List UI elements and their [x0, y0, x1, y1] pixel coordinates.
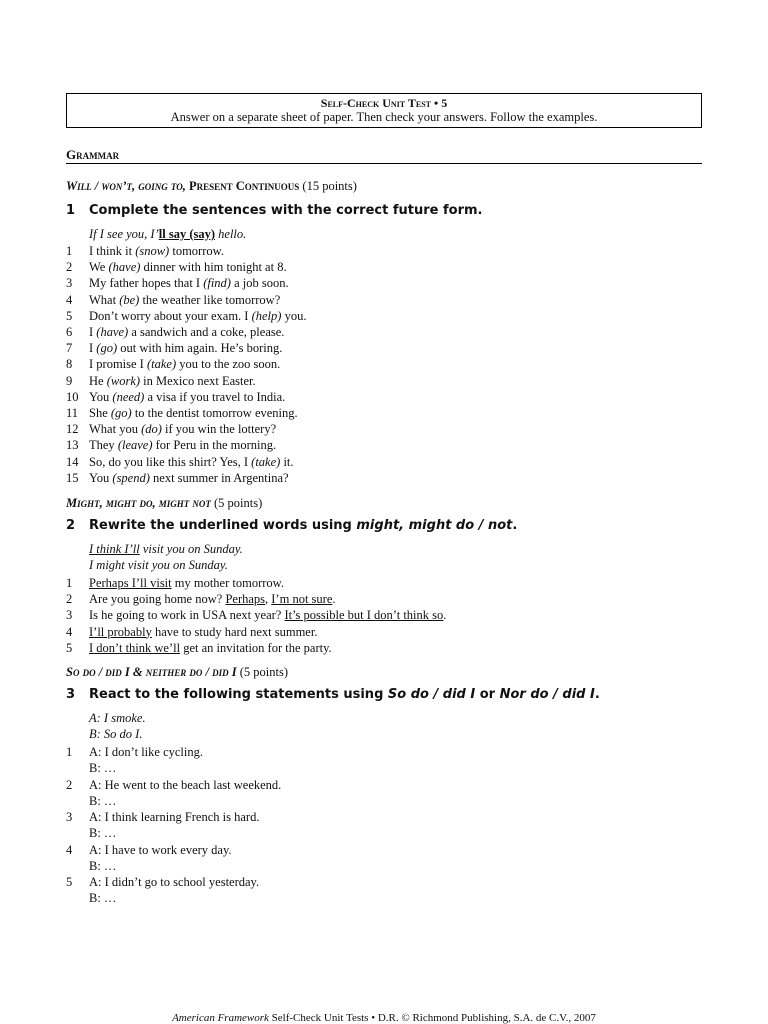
statement-a: A: I think learning French is hard.	[89, 810, 260, 825]
response-b: B: …	[89, 761, 117, 775]
list-item	[66, 437, 276, 453]
item-text: So, do you like this shirt? Yes, I	[89, 454, 252, 469]
item-text: the weather like tomorrow?	[139, 292, 281, 307]
item-text: out with him again. He’s boring.	[117, 341, 283, 356]
underlined-phrase: I’ll probably	[89, 624, 152, 639]
item-number: 2	[66, 777, 73, 792]
item-text: Are you going home now?	[89, 592, 226, 607]
item-text: a sandwich and a coke, please.	[128, 325, 285, 339]
statement-a: A: I have to work every day.	[89, 842, 232, 857]
list-item	[66, 389, 285, 405]
item-number: 5	[66, 875, 73, 890]
item-text: Don’t worry about your exam. I	[89, 308, 252, 323]
item-verb: (snow)	[135, 244, 170, 258]
item-number: 10	[66, 389, 79, 404]
item-verb: (do)	[141, 422, 162, 437]
list-item	[66, 744, 203, 760]
item-number: 14	[66, 454, 79, 469]
item-verb: (go)	[96, 341, 118, 356]
item-verb: (go)	[110, 406, 132, 420]
underlined-phrase: Perhaps I’ll visit	[89, 576, 172, 590]
list-item	[66, 324, 284, 340]
item-number: 2	[66, 592, 73, 607]
list-item	[66, 356, 280, 372]
underlined-phrase: I’m not sure	[271, 592, 333, 607]
item-verb: (work)	[106, 373, 141, 388]
item-text: He	[89, 373, 107, 388]
item-verb: (take)	[146, 357, 177, 372]
list-item	[66, 624, 317, 640]
underlined-phrase: It’s possible but I don’t think so	[284, 608, 444, 623]
part2-heading: Might, might do, might not (5 points)	[66, 496, 263, 510]
response-line	[89, 858, 116, 874]
item-verb: (spend)	[112, 470, 150, 485]
item-verb: (find)	[203, 276, 231, 291]
item-text: for Peru in the morning.	[152, 438, 277, 453]
item-text: a job soon.	[230, 276, 289, 291]
item-number: 3	[66, 810, 73, 825]
item-text: get an invitation for the party.	[180, 640, 332, 655]
list-item	[66, 421, 276, 437]
item-text: I	[89, 325, 97, 339]
part2-example-1: I think I’ll visit you on Sunday.	[89, 542, 243, 556]
item-verb: (need)	[112, 389, 145, 404]
part3-heading: So do / did I & neither do / did I (5 points)	[66, 665, 288, 679]
item-text: My father hopes that I	[89, 276, 204, 291]
item-verb: (be)	[119, 292, 140, 307]
item-text: to the dentist tomorrow evening.	[131, 406, 298, 420]
list-item	[66, 640, 332, 656]
list-item	[66, 243, 224, 259]
item-text: in Mexico next Easter.	[140, 373, 256, 388]
item-verb: (help)	[251, 308, 282, 323]
item-text: .	[443, 608, 447, 623]
item-number: 1	[66, 745, 73, 759]
statement-a: A: He went to the beach last weekend.	[89, 777, 282, 792]
item-text: a visa if you travel to India.	[144, 389, 286, 404]
item-text: ,	[265, 592, 272, 607]
item-text: You	[89, 470, 113, 485]
part1-heading: Will / won’t, going to, Present Continuous (15 points)	[66, 179, 357, 193]
item-text: What you	[89, 422, 142, 437]
item-number: 5	[66, 640, 73, 655]
list-item	[66, 373, 256, 389]
response-line	[89, 793, 116, 809]
item-verb: (leave)	[117, 438, 153, 453]
list-item	[66, 874, 259, 890]
item-text: .	[332, 592, 336, 607]
item-number: 6	[66, 325, 73, 339]
list-item	[66, 607, 446, 623]
part1-example: If I see you, I’ll say (say) hello.	[89, 227, 247, 241]
part3-example-b: B: So do I.	[89, 727, 143, 741]
item-text: you to the zoo soon.	[176, 357, 281, 372]
item-text: have to study hard next summer.	[151, 624, 318, 639]
item-number: 1	[66, 576, 73, 590]
list-item	[66, 809, 259, 825]
item-number: 2	[66, 260, 73, 275]
part2-example-2: I might visit you on Sunday.	[89, 558, 228, 572]
list-item	[66, 842, 232, 858]
item-text: She	[89, 406, 111, 420]
test-header-box	[66, 93, 702, 128]
section-title: Grammar	[66, 147, 120, 162]
list-item	[66, 292, 280, 308]
page-footer: American Framework Self-Check Unit Tests • D.R. © Richmond Publishing, S.A. de C.V., 2007	[172, 1012, 596, 1024]
item-number: 13	[66, 438, 79, 453]
item-number: 12	[66, 422, 79, 437]
item-verb: (have)	[96, 325, 129, 339]
list-item	[66, 405, 298, 421]
response-b: B: …	[89, 858, 117, 873]
list-item	[66, 454, 294, 470]
item-text: my mother tomorrow.	[171, 576, 285, 590]
item-number: 1	[66, 244, 73, 258]
response-line	[89, 825, 116, 841]
item-text: next summer in Argentina?	[149, 470, 289, 485]
item-text: you.	[281, 308, 307, 323]
part1-instruction: 1 Complete the sentences with the correct future form.	[66, 203, 483, 218]
item-number: 4	[66, 292, 73, 307]
list-item	[66, 259, 287, 275]
item-text: I promise I	[89, 357, 147, 372]
item-text: Is he going to work in USA next year?	[89, 608, 285, 623]
item-number: 3	[66, 276, 73, 291]
statement-a: A: I didn’t go to school yesterday.	[89, 875, 260, 890]
test-title: Self-Check Unit Test • 5	[320, 96, 448, 110]
section-divider	[66, 163, 702, 164]
list-item	[66, 308, 306, 324]
item-number: 4	[66, 624, 73, 639]
item-text: What	[89, 292, 120, 307]
response-b: B: …	[89, 793, 117, 808]
response-b: B: …	[89, 891, 117, 906]
item-number: 8	[66, 357, 73, 372]
item-text: I think it	[89, 244, 136, 258]
underlined-phrase: Perhaps	[225, 592, 266, 607]
list-item	[66, 340, 282, 356]
item-number: 3	[66, 608, 73, 623]
item-text: I	[89, 341, 97, 356]
response-line	[89, 890, 116, 906]
item-text: They	[89, 438, 118, 453]
statement-a: A: I don’t like cycling.	[89, 745, 203, 759]
item-number: 7	[66, 341, 73, 356]
part3-instruction: 3 React to the following statements using So do / did I or Nor do / did I.	[66, 687, 600, 702]
item-verb: (take)	[251, 454, 281, 469]
item-number: 9	[66, 373, 73, 388]
response-b: B: …	[89, 826, 117, 841]
response-line	[89, 760, 116, 776]
item-text: if you win the lottery?	[161, 422, 277, 437]
item-number: 5	[66, 308, 73, 323]
underlined-phrase: I don’t think we’ll	[89, 640, 181, 655]
item-text: We	[89, 260, 109, 275]
list-item	[66, 777, 281, 793]
item-text: You	[89, 389, 113, 404]
list-item	[66, 591, 336, 607]
item-number: 15	[66, 470, 79, 485]
test-instructions: Answer on a separate sheet of paper. Then check your answers. Follow the examples.	[170, 110, 598, 124]
item-text: tomorrow.	[169, 244, 224, 258]
part2-instruction: 2 Rewrite the underlined words using might, might do / not.	[66, 518, 518, 533]
part3-example-a: A: I smoke.	[89, 711, 146, 725]
list-item	[66, 575, 284, 591]
item-verb: (have)	[108, 260, 141, 275]
item-text: it.	[280, 454, 294, 469]
item-number: 11	[66, 406, 79, 420]
list-item	[66, 470, 289, 486]
item-number: 4	[66, 842, 73, 857]
item-text: dinner with him tonight at 8.	[140, 260, 287, 275]
list-item	[66, 275, 289, 291]
